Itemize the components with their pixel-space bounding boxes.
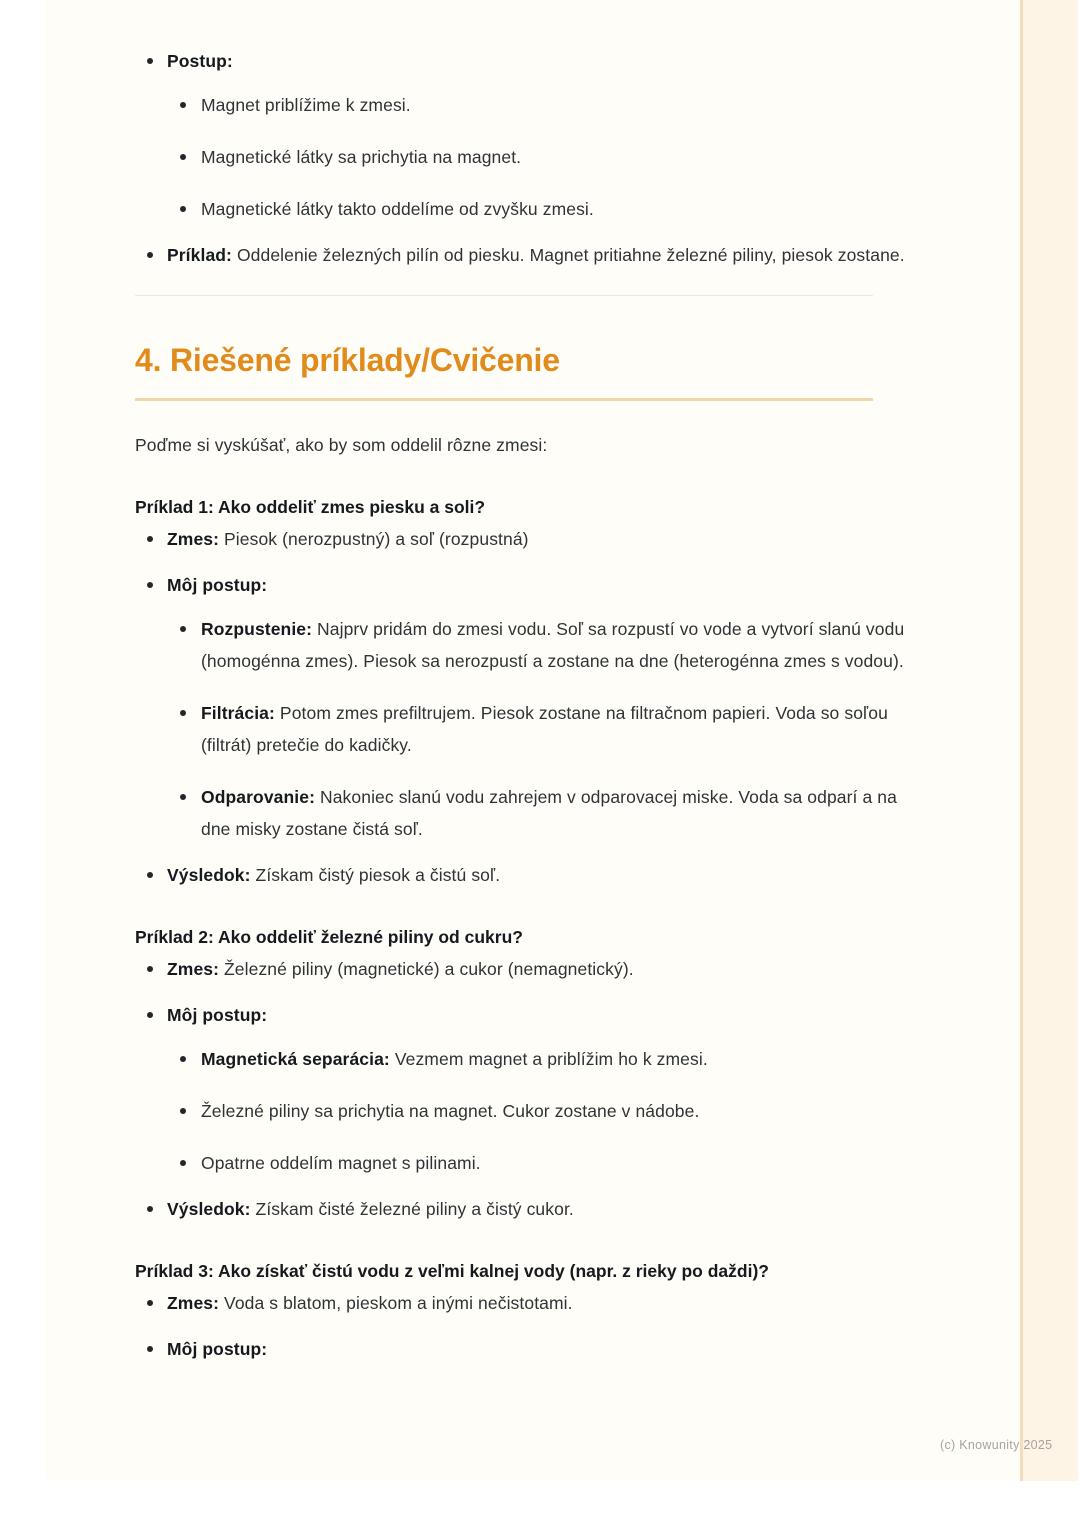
postup-step-text: Magnetické látky takto oddelíme od zvyšku zmesi. (201, 199, 594, 219)
vysledok-label: Výsledok: (167, 1198, 251, 1219)
heading-underline (135, 398, 873, 401)
step-text: Nakoniec slanú vodu zahrejem v odparovacej miske. Voda sa odparí a na dne misky zostane čistá soľ. (201, 786, 897, 839)
example-2-list (135, 953, 915, 1225)
list-item-postup (135, 999, 915, 1179)
document-content (90, 0, 1020, 1481)
postup-steps-list (167, 89, 915, 225)
list-item-vysledok (135, 1193, 915, 1225)
postup-list (135, 45, 915, 271)
list-item (167, 1043, 915, 1075)
zmes-label: Zmes: (167, 1292, 220, 1313)
list-item-postup (135, 45, 915, 225)
postup-label: Môj postup: (167, 1004, 268, 1025)
document-page (45, 0, 1053, 1481)
priklad-label: Príklad: (167, 245, 232, 265)
zmes-text: Piesok (nerozpustný) a soľ (rozpustná) (219, 528, 529, 549)
page-gutter-strip (1023, 0, 1078, 1481)
postup-label: Môj postup: (167, 1338, 268, 1359)
step-label: Magnetická separácia: (201, 1048, 390, 1069)
example-3-title: Príklad 3: Ako získať čistú vodu z veľmi kalnej vody (napr. z rieky po daždi)? (135, 1260, 769, 1281)
zmes-text: Železné piliny (magnetické) a cukor (nemagnetický). (219, 958, 634, 979)
step-text: Potom zmes prefiltrujem. Piesok zostane na filtračnom papieri. Voda so soľou (filtrát) pretečie do kadičky. (201, 702, 888, 755)
step-label: Odparovanie: (201, 786, 316, 807)
copyright-watermark: (c) Knowunity 2025 (940, 1438, 1053, 1452)
list-item-priklad (135, 239, 915, 271)
vysledok-text: Získam čistý piesok a čistú soľ. (250, 864, 501, 885)
step-label: Filtrácia: (201, 702, 275, 723)
list-item-postup (135, 569, 915, 845)
step-text: Vezmem magnet a priblížim ho k zmesi. (389, 1048, 708, 1069)
zmes-text: Voda s blatom, pieskom a inými nečistotami. (219, 1292, 573, 1313)
example-2-steps-list (167, 1043, 915, 1179)
zmes-label: Zmes: (167, 528, 220, 549)
postup-step-text: Magnetické látky sa prichytia na magnet. (201, 147, 522, 167)
example-1-title: Príklad 1: Ako oddeliť zmes piesku a soli? (135, 496, 486, 517)
example-3-list (135, 1287, 915, 1365)
list-item (167, 89, 915, 121)
postup-label: Môj postup: (167, 574, 268, 595)
example-2-title: Príklad 2: Ako oddeliť železné piliny od cukru? (135, 926, 523, 947)
page-title: 4. Riešené príklady/Cvičenie (135, 342, 560, 378)
list-item (167, 697, 915, 761)
postup-label: Postup: (167, 51, 233, 71)
list-item (167, 1095, 915, 1127)
priklad-text: Oddelenie železných pilín od piesku. Magnet pritiahne železné piliny, piesok zostane. (232, 245, 905, 265)
list-item (167, 141, 915, 173)
list-item-zmes (135, 1287, 915, 1319)
example-1-list (135, 523, 915, 891)
step-label: Rozpustenie: (201, 618, 313, 639)
postup-step-text: Magnet priblížime k zmesi. (201, 95, 411, 115)
list-item (167, 1147, 915, 1179)
section-lead-text: Poďme si vyskúšať, ako by som oddelil rôzne zmesi: (135, 434, 548, 455)
vysledok-text: Získam čisté železné piliny a čistý cukor. (250, 1198, 574, 1219)
list-item-vysledok (135, 859, 915, 891)
list-item (167, 613, 915, 677)
list-item (167, 781, 915, 845)
step-text: Najprv pridám do zmesi vodu. Soľ sa rozpustí vo vode a vytvorí slanú vodu (homogénna zmes). Piesok sa nerozpustí a zostane na dne (heterogénna zmes s vodou). (201, 618, 905, 671)
vysledok-label: Výsledok: (167, 864, 251, 885)
zmes-label: Zmes: (167, 958, 220, 979)
list-item-zmes (135, 953, 915, 985)
step-text: Železné piliny sa prichytia na magnet. Cukor zostane v nádobe. (201, 1100, 700, 1121)
example-1-steps-list (167, 613, 915, 845)
list-item (167, 193, 915, 225)
step-text: Opatrne oddelím magnet s pilinami. (201, 1152, 481, 1173)
list-item-zmes (135, 523, 915, 555)
section-divider (135, 295, 873, 296)
list-item-postup (135, 1333, 915, 1365)
